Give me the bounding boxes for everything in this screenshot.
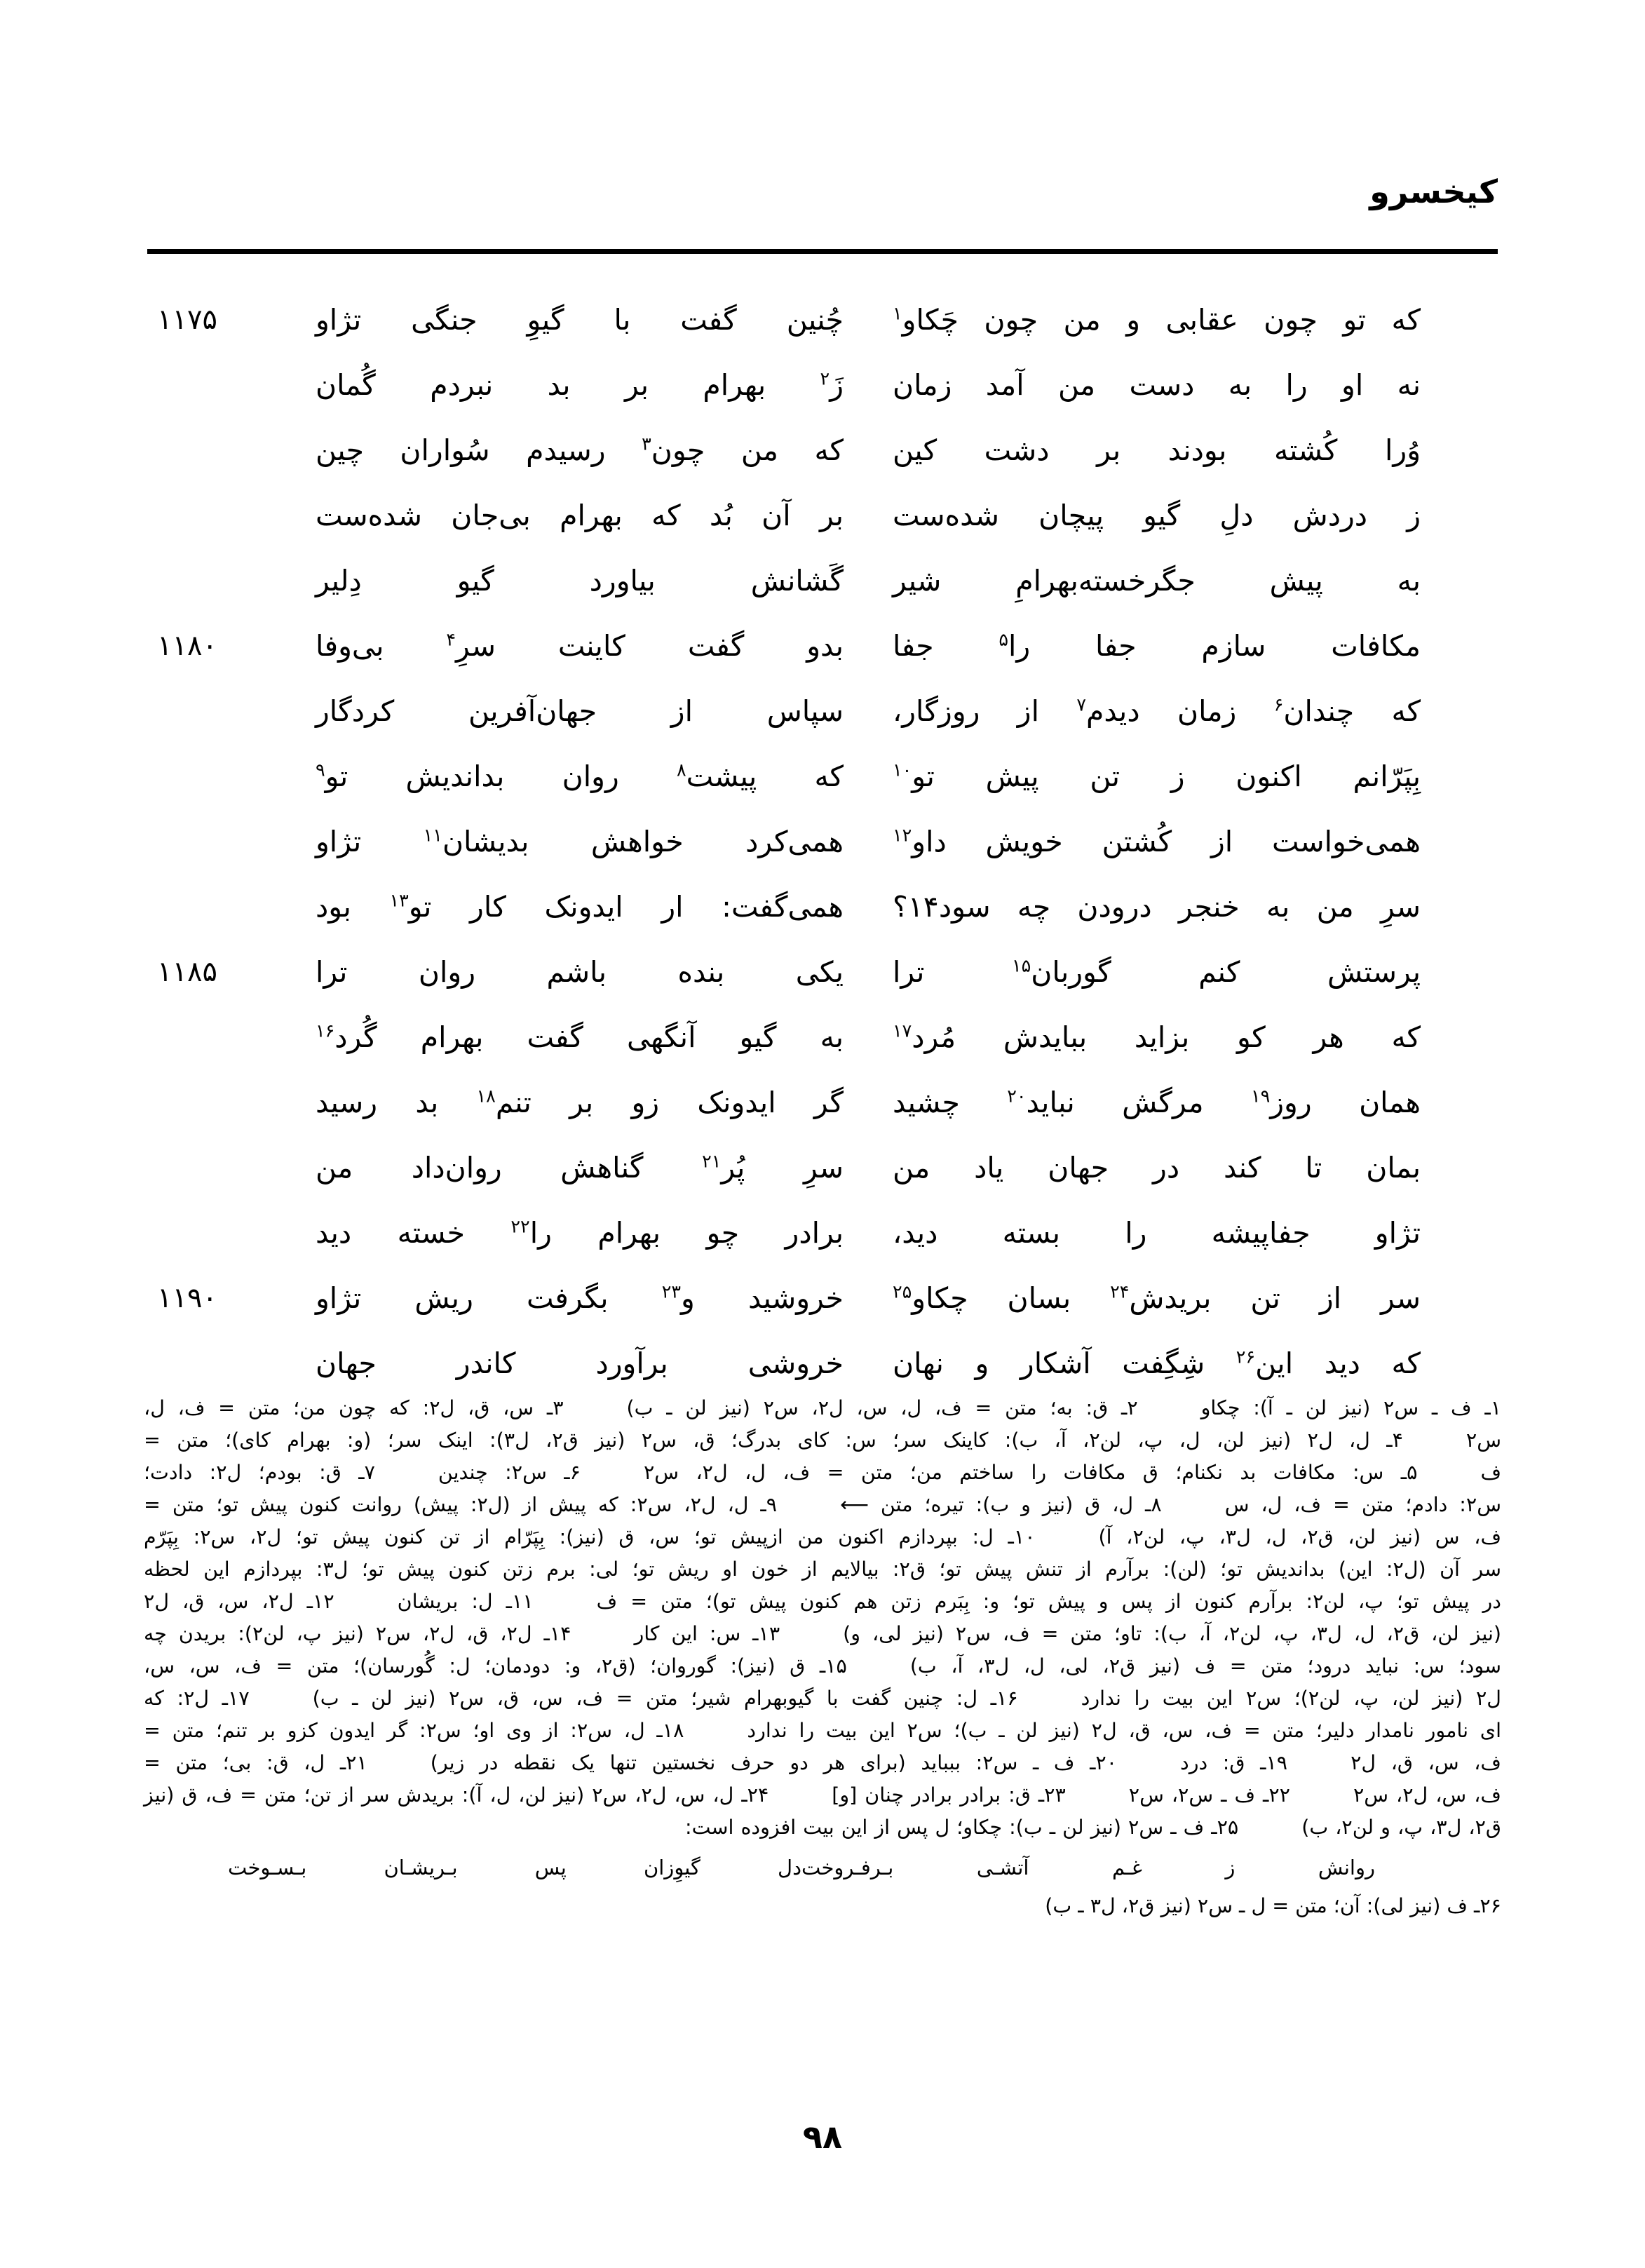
verse-couplet: [147, 751, 1498, 816]
footnote-line: سود؛ س: نباید درود؛ متن = ف (نیز ق۲، لی، ل، ل۳، آ، ب)۱۵ـ ق (نیز): گوروان؛ (ق۲، و: دودمان؛ ل: گُورسان)؛ متن = ف، س، س،: [144, 1654, 1501, 1678]
hemistich-second: مکافات سازم جفا را$^۵$ جفا: [893, 628, 1421, 663]
hemistich-first: گَشانش بیاورد گیو دِلیر: [316, 564, 844, 598]
hemistich-first: بر آن بُد که بهرام بی‌جان شده‌ست: [316, 499, 844, 532]
hemistich-first: همی‌کرد خواهش بدیشان$^{۱۱}$ تژاو: [316, 824, 844, 858]
hemistich-first: سرِ پُر$^{۲۱}$ گناهش روان‌داد من: [316, 1150, 844, 1184]
hemistich-second: به پیش جگرخسته‌بهرامِ شیر: [893, 564, 1421, 598]
hemistich-first: یکی بنده باشم روان ترا: [316, 955, 844, 989]
header-rule: [147, 249, 1498, 254]
hemistich-first: به گیو آنگهی گفت بهرام گُرد$^{۱۶}$: [316, 1020, 844, 1054]
footnote-line: س۲: دادم؛ متن = ف، ل، س۸ـ ل، ق (نیز و ب): تیره؛ متن ⟵۹ـ ل، ل۲، س۲: که پیش از (ل۲: پیش) روانت کنون پیش تو؛ متن =: [144, 1493, 1501, 1516]
hemistich-second: بمان تا کند در جهان یاد من: [893, 1151, 1421, 1184]
verse-couplet: [147, 1012, 1498, 1077]
verse-couplet: [147, 1208, 1498, 1273]
verse-couplet: [147, 882, 1498, 947]
footnote-line: ف۵ـ س: مکافات بد نکنام؛ ق مکافات را ساختم من؛ متن = ف، ل، ل۲، س۲۶ـ س۲: چندین۷ـ ق: بودم؛ ل۲: دادت؛: [144, 1461, 1501, 1484]
verse-block: [147, 295, 1498, 1403]
hemistich-second: همان روز$^{۱۹}$ مرگش نباید$^{۲۰}$ چشید: [893, 1085, 1421, 1119]
hemistich-second: نه او را به دست من آمد زمان: [893, 368, 1421, 402]
hemistich-second: بِپَرّانم اکنون ز تن پیش تو$^{۱۰}$: [893, 759, 1421, 793]
folio-number: ۹۸: [802, 2118, 843, 2156]
hemistich-first: گر ایدونک زو بر تنم$^{۱۸}$ بد رسید: [316, 1085, 844, 1119]
verse-couplet: [147, 1273, 1498, 1338]
footnote-line: ای نامور نامدار دلیر؛ متن = ف، س، ق، ل۲ (نیز لن ـ ب)؛ س۲ این بیت را ندارد۱۸ـ ل، س۲: از وی او؛ س۲: گر ایدون کزو بر تنم؛ متن =: [144, 1719, 1502, 1742]
hemistich-second: همی‌خواست از کُشتن خویش داو$^{۱۲}$: [893, 824, 1421, 858]
hemistich-second: سرِ من به خنجر درودن چه سود۱۴؟: [893, 890, 1421, 924]
verse-number: ۱۱۹۰: [157, 1282, 217, 1314]
hemistich-second: سر از تن بریدش$^{۲۴}$ بسان چکاو$^{۲۵}$: [893, 1281, 1421, 1315]
footnote-apparatus: [144, 1392, 1501, 1922]
hemistich-first: چُنین گفت با گیوِ جنگی تژاو: [316, 303, 844, 337]
verse-number: ۱۱۷۵: [157, 304, 217, 336]
hemistich-first: بدو گفت کاینت سرِ$^۴$ بی‌وفا: [316, 628, 844, 663]
verse-couplet: [147, 490, 1498, 555]
verse-number: ۱۱۸۰: [157, 630, 217, 662]
footnote-line: (نیز لن، ق۲، ل، ل۳، پ، لن۲، آ، ب): تاو؛ متن = ف، س۲ (نیز لی، و)۱۳ـ س: این کار۱۴ـ ل۲، ق، ل۲، س۲ (نیز پ، لن۲): بریدن چه: [144, 1622, 1502, 1645]
inserted-verse-first: دل گیوِزان پس بـریشـان بـسـوخت: [228, 1856, 801, 1879]
footnote-line: سر آن (ل۲: این) بداندیش تو؛ (لن): برآرم از تنش پیش تو؛ ق۲: بیالایم از خون او ریش تو؛ لی: برم زتن کنون پیش تو؛ ل۳: بپردازم این لحظه: [144, 1558, 1501, 1581]
verse-number: ۱۱۸۵: [157, 956, 217, 988]
hemistich-first: سپاس از جهان‌آفرین کردگار: [316, 694, 844, 728]
verse-couplet: [147, 295, 1498, 360]
footnote-line: در پیش تو؛ پ، لن۲: برآرم کنون از پس و پیش تو؛ و: بِبَرم زتن هم کنون پیش تو)؛ متن = ف۱۱ـ ل: بریشان۱۲ـ ل۲، س، ق، ل۲: [144, 1590, 1501, 1613]
footnote-line: س۲۴ـ ل، ل۲ (نیز لن، ل، پ، لن۲، آ، ب): کاینک سر؛ س: کای بدرگ؛ ق، س۲ (نیز ق۲، ل۳): اینک سر؛ (و: بهرام کای)؛ متن =: [144, 1429, 1502, 1452]
footnote-line: ل۲ (نیز لن، پ، لن۲)؛ س۲ این بیت را ندارد۱۶ـ ل: چنین گفت با گیوبهرام شیر؛ متن = ف، س، ق، س۲ (نیز لن ـ ب)۱۷ـ ل۲: که: [144, 1687, 1501, 1710]
footnote-line: ف، س (نیز لن، ق۲، ل، ل۳، پ، لن۲، آ)۱۰ـ ل: بپردازم اکنون من ازپیش تو؛ س، ق (نیز): بِپَرّام از تن کنون پیش تو؛ ل۲، س۲: بِپَرّم: [144, 1525, 1501, 1548]
inserted-verse: [144, 1848, 1501, 1887]
footnote-line: ق۲، ل۳، پ، و لن۲، ب)۲۵ـ ف ـ س۲ (نیز لن ـ ب): چکاو؛ ل پس از این بیت افزوده است:: [685, 1816, 1501, 1839]
hemistich-first: که پیشت$^۸$ روان بداندیش تو$^۹$: [316, 759, 844, 793]
hemistich-second: که چندان$^۶$ زمان دیدم$^۷$ از روزگار،: [893, 694, 1421, 728]
hemistich-second: که تو چون عقابی و من چون چَکاو$^۱$: [893, 302, 1421, 337]
hemistich-first: خروشید و$^{۲۳}$ بگرفت ریش تژاو: [316, 1281, 844, 1315]
verse-couplet: [147, 360, 1498, 425]
verse-couplet: [147, 621, 1498, 686]
hemistich-first: خروشی برآورد کاندر جهان: [316, 1346, 844, 1380]
hemistich-second: ز دردش دلِ گیو پیچان شده‌ست: [893, 499, 1421, 532]
verse-couplet: [147, 1077, 1498, 1142]
hemistich-first: همی‌گفت: ار ایدونک کار تو$^{۱۳}$ بود: [316, 889, 844, 924]
running-head: کیخسرو: [1369, 173, 1498, 210]
hemistich-first: برادر چو بهرام را$^{۲۲}$ خسته دید: [316, 1215, 844, 1250]
footnote-line: ۱ـ ف ـ س۲ (نیز لن ـ آ): چکاو۲ـ ق: به؛ متن = ف، ل، س، ل۲، س۲ (نیز لن ـ ب)۳ـ س، ق، ل۲: که چون من؛ متن = ف، ل،: [144, 1396, 1501, 1419]
page-header: [147, 175, 1498, 259]
verse-couplet: [147, 1142, 1498, 1208]
hemistich-second: که دید این$^{۲۶}$ شِگِفت آشکار و نهان: [893, 1346, 1421, 1380]
verse-couplet: [147, 816, 1498, 882]
hemistich-second: وُرا کُشته بودند بر دشت کین: [893, 433, 1421, 467]
inserted-verse-second: روانش ز غـم آتشـی بـرفـروخت: [801, 1856, 1375, 1879]
hemistich-second: که هر کو بزاید ببایدش مُرد$^{۱۷}$: [893, 1020, 1421, 1054]
hemistich-first: زَ$^۲$ بهرام بر بد نبردم گُمان: [316, 367, 844, 402]
footnote-tail: ۲۶ـ ف (نیز لی): آن؛ متن = ل ـ س۲ (نیز ق۲، ل۳ ـ ب): [1045, 1894, 1501, 1917]
verse-couplet: [147, 555, 1498, 621]
verse-couplet: [147, 686, 1498, 751]
verse-couplet: [147, 425, 1498, 490]
verse-couplet: [147, 947, 1498, 1012]
footnote-line: ف، س، ل۲، س۲۲۲ـ ف ـ س۲، س۲۲۳ـ ق: برادر برادر چنان [و]۲۴ـ ل، س، ل۲، س۲ (نیز لن، ل، آ): بریدش سر از تن؛ متن = ف، ق (نیز: [144, 1783, 1501, 1807]
hemistich-first: که من چون$^۳$ رسیدم سُواران چین: [316, 433, 844, 467]
footnote-line: ف، س، ق، ل۲۱۹ـ ق: درد۲۰ـ ف ـ س۲: ببباید (برای هر دو حرف نخستین تنها یک نقطه در زیر)۲۱ـ ل، ق: بی؛ متن =: [144, 1751, 1501, 1774]
hemistich-second: تژاو جفاپیشه را بسته دید،: [893, 1216, 1421, 1250]
hemistich-second: پرستش کنم گوربان$^{۱۵}$ ترا: [893, 954, 1421, 989]
